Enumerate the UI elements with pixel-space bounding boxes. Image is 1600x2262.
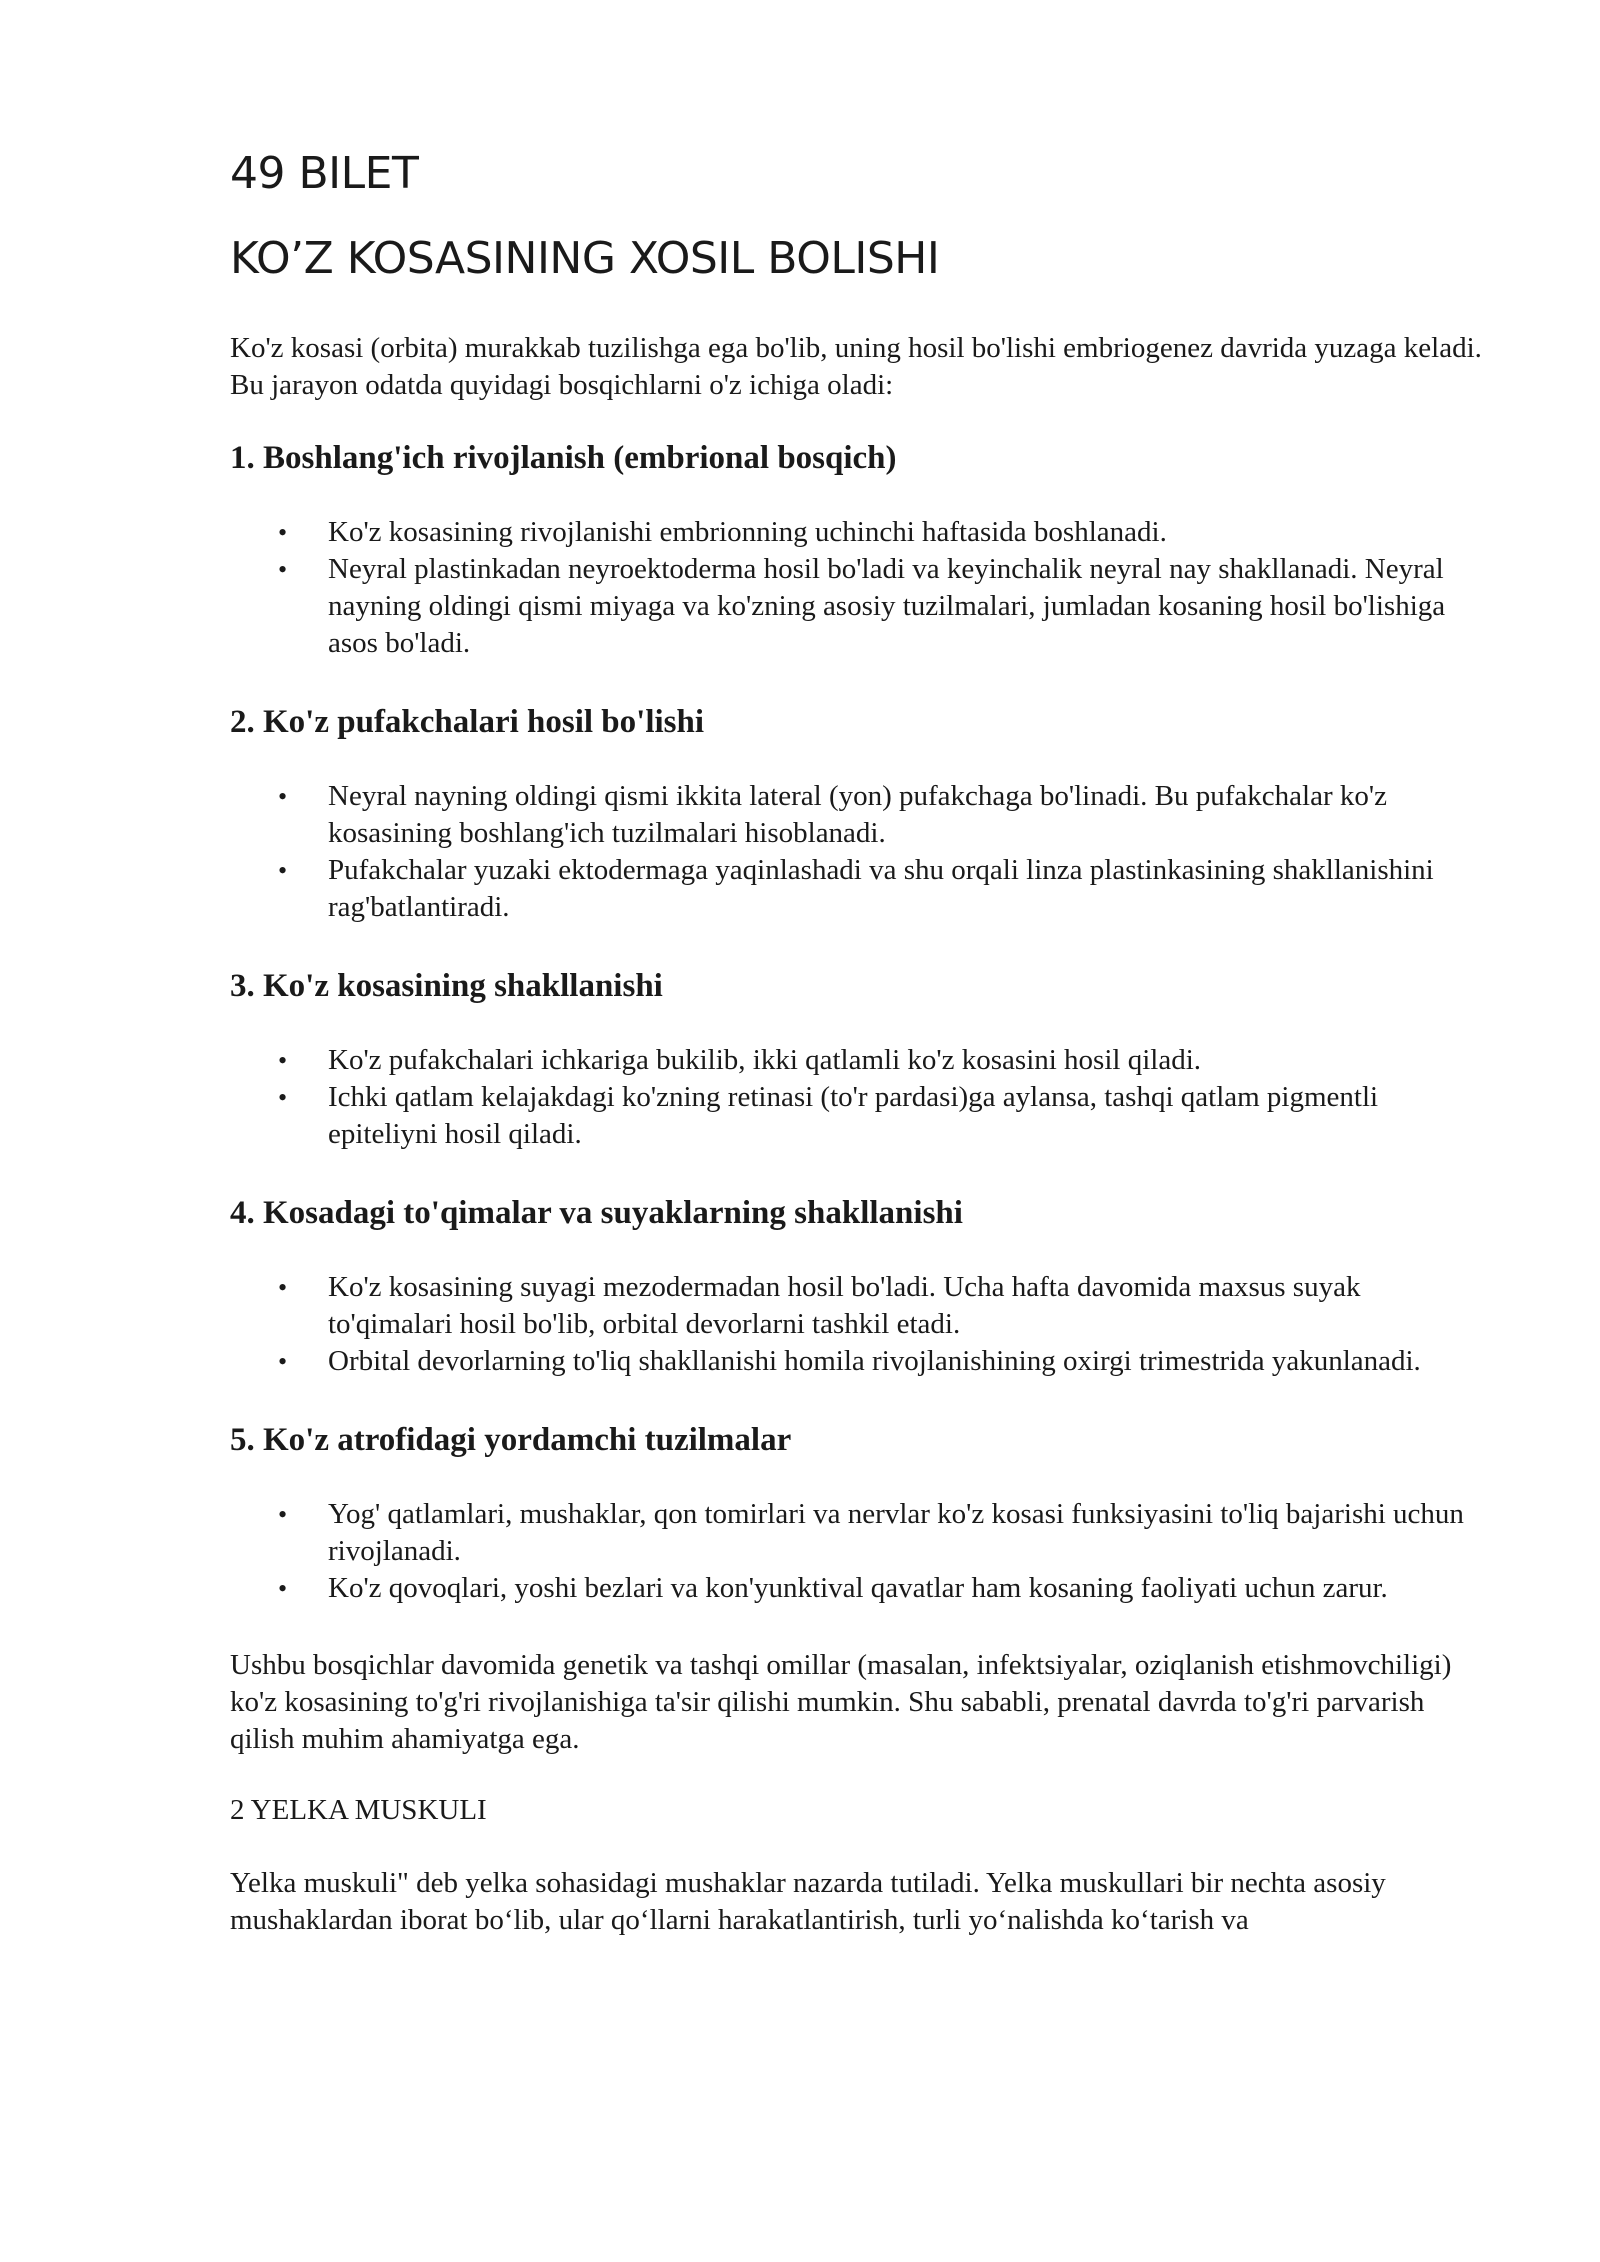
bullet-icon: • bbox=[278, 855, 288, 885]
list-item bbox=[278, 852, 1490, 926]
bullet-icon: • bbox=[278, 1573, 288, 1603]
document-title: 49 BILET bbox=[230, 148, 419, 199]
list-item bbox=[278, 514, 1490, 551]
list-item bbox=[278, 1343, 1490, 1380]
list-item-text: Neyral nayning oldingi qismi ikkita lateral (yon) pufakchaga bo'linadi. Bu pufakchalar ko'z kosasining boshlang'ich tuzilmalari hisoblanadi. bbox=[328, 779, 1387, 849]
list-item-text: Ko'z kosasining suyagi mezodermadan hosil bo'ladi. Ucha hafta davomida maxsus suyak to'qimalari hosil bo'lib, orbital devorlarni tashkil etadi. bbox=[328, 1270, 1361, 1340]
section-heading-5: 5. Ko'z atrofidagi yordamchi tuzilmalar bbox=[230, 1421, 792, 1458]
list-item-text: Neyral plastinkadan neyroektoderma hosil bo'ladi va keyinchalik neyral nay shakllanadi. Neyral nayning oldingi qismi miyaga va ko'zning asosiy tuzilmalari, jumladan kosaning hosil bo'lishiga asos bo'ladi. bbox=[328, 552, 1446, 659]
section-heading-2: 2. Ko'z pufakchalari hosil bo'lishi bbox=[230, 703, 705, 740]
document-subtitle: KO’Z KOSASINING XOSIL BOLISHI bbox=[230, 232, 940, 284]
second-topic-heading: 2 YELKA MUSKULI bbox=[230, 1793, 487, 1826]
list-item bbox=[278, 778, 1490, 852]
conclusion-paragraph: Ushbu bosqichlar davomida genetik va tashqi omillar (masalan, infektsiyalar, oziqlanish etishmovchiligi) ko'z kosasining to'g'ri rivojlanishiga ta'sir qilishi mumkin. Shu sababli, prenatal davrda to'g'ri parvarish qilish muhim ahamiyatga ega. bbox=[230, 1648, 1452, 1755]
section-list-3 bbox=[230, 1042, 1490, 1153]
list-item bbox=[278, 1042, 1490, 1079]
list-item bbox=[278, 1496, 1490, 1570]
section-heading-3: 3. Ko'z kosasining shakllanishi bbox=[230, 967, 663, 1004]
bullet-icon: • bbox=[278, 554, 288, 584]
list-item bbox=[278, 1570, 1490, 1607]
section-heading-1: 1. Boshlang'ich rivojlanish (embrional bosqich) bbox=[230, 439, 897, 476]
list-item-text: Pufakchalar yuzaki ektodermaga yaqinlashadi va shu orqali linza plastinkasining shakllanishini rag'batlantiradi. bbox=[328, 853, 1434, 923]
section-list-4 bbox=[230, 1269, 1490, 1380]
list-item-text: Ichki qatlam kelajakdagi ko'zning retinasi (to'r pardasi)ga aylansa, tashqi qatlam pigmentli epiteliyni hosil qiladi. bbox=[328, 1080, 1379, 1150]
list-item bbox=[278, 1269, 1490, 1343]
intro-paragraph: Ko'z kosasi (orbita) murakkab tuzilishga ega bo'lib, uning hosil bo'lishi embriogenez davrida yuzaga keladi. Bu jarayon odatda quyidagi bosqichlarni o'z ichiga oladi: bbox=[230, 331, 1482, 401]
list-item-text: Orbital devorlarning to'liq shakllanishi homila rivojlanishining oxirgi trimestrida yakunlanadi. bbox=[328, 1344, 1421, 1377]
document-page bbox=[230, 148, 1490, 1973]
list-item-text: Ko'z kosasining rivojlanishi embrionning uchinchi haftasida boshlanadi. bbox=[328, 515, 1167, 548]
list-item bbox=[278, 1079, 1490, 1153]
list-item-text: Ko'z pufakchalari ichkariga bukilib, ikki qatlamli ko'z kosasini hosil qiladi. bbox=[328, 1043, 1202, 1076]
section-list-2 bbox=[230, 778, 1490, 926]
section-heading-4: 4. Kosadagi to'qimalar va suyaklarning shakllanishi bbox=[230, 1194, 963, 1231]
bullet-icon: • bbox=[278, 1045, 288, 1075]
bullet-icon: • bbox=[278, 1082, 288, 1112]
section-list-5 bbox=[230, 1496, 1490, 1607]
bullet-icon: • bbox=[278, 1272, 288, 1302]
section-list-1 bbox=[230, 514, 1490, 662]
bullet-icon: • bbox=[278, 1346, 288, 1376]
list-item-text: Ko'z qovoqlari, yoshi bezlari va kon'yunktival qavatlar ham kosaning faoliyati uchun zarur. bbox=[328, 1571, 1388, 1604]
bullet-icon: • bbox=[278, 1499, 288, 1529]
bullet-icon: • bbox=[278, 517, 288, 547]
list-item bbox=[278, 551, 1490, 662]
second-topic-paragraph: Yelka muskuli" deb yelka sohasidagi mushaklar nazarda tutiladi. Yelka muskullari bir nechta asosiy mushaklardan iborat bo‘lib, ular qo‘llarni harakatlantirish, turli yo‘nalishda ko‘tarish va bbox=[230, 1866, 1386, 1936]
list-item-text: Yog' qatlamlari, mushaklar, qon tomirlari va nervlar ko'z kosasi funksiyasini to'liq bajarishi uchun rivojlanadi. bbox=[328, 1497, 1464, 1567]
bullet-icon: • bbox=[278, 781, 288, 811]
